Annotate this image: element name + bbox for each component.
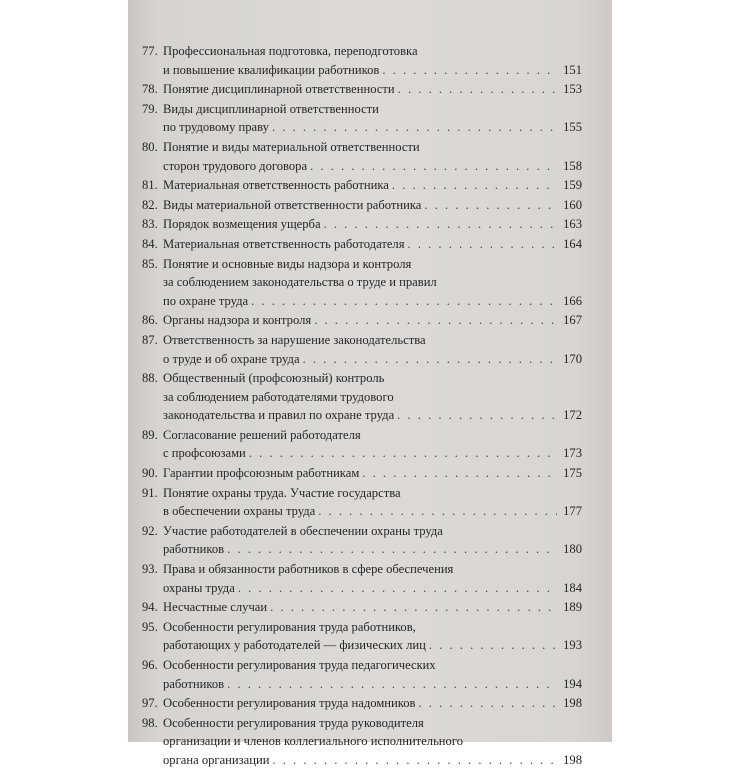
toc-entry-body: [163, 255, 582, 311]
toc-entry-title-line: о труде и об охране труда: [163, 351, 300, 366]
dot-leader: [408, 235, 557, 254]
toc-entry-body: [163, 311, 582, 330]
dot-leader: [303, 350, 557, 369]
toc-entry-page-number: 189: [563, 600, 582, 615]
toc-entry-number: 87.: [142, 332, 158, 347]
toc-entry: [142, 618, 582, 655]
toc-entry-number: 97.: [142, 696, 158, 711]
toc-entry-title-line: Порядок возмещения ущерба: [163, 217, 321, 232]
toc-entry-last-line: [163, 444, 582, 463]
toc-entry-last-line: [163, 311, 582, 330]
toc-entry-title-line: Права и обязанности работников в сфере обеспечения: [163, 562, 454, 577]
toc-entry-title-line: Органы надзора и контроля: [163, 313, 312, 328]
dot-leader: [272, 751, 557, 770]
toc-entry-number: 78.: [142, 82, 158, 97]
toc-entry-page-number: 173: [563, 446, 582, 461]
toc-entry: [142, 311, 582, 330]
toc-entry-last-line: [163, 292, 582, 311]
toc-entry-title-line: Материальная ответственность работника: [163, 178, 389, 193]
toc-entry: [142, 522, 582, 559]
toc-entry-body: [163, 100, 582, 137]
dot-leader: [227, 540, 557, 559]
toc-entry-title-line: Согласование решений работодателя: [163, 427, 361, 442]
toc-entry-body: [163, 196, 582, 215]
toc-entry-title-line: Профессиональная подготовка, переподготовка: [163, 44, 418, 58]
toc-entry-last-line: [163, 598, 582, 617]
dot-leader: [397, 406, 557, 425]
toc-entry-page-number: 198: [563, 752, 582, 767]
book-page: [128, 0, 612, 767]
toc-entry-page-number: 164: [563, 236, 582, 251]
toc-entry-last-line: [163, 350, 582, 369]
toc-entry-number: 77.: [142, 44, 158, 58]
toc-entry-last-line: [163, 176, 582, 195]
toc-entry: [142, 215, 582, 234]
toc-entry-title-line: Материальная ответственность работодателя: [163, 236, 405, 251]
toc-entry-page-number: 180: [563, 542, 582, 557]
toc-entry-page-number: 172: [563, 408, 582, 423]
toc-entry: [142, 235, 582, 254]
toc-entry-last-line: [163, 502, 582, 521]
toc-entry-number: 79.: [142, 101, 158, 116]
toc-entry-title-line: работников: [163, 676, 225, 691]
dot-leader: [238, 579, 557, 598]
dot-leader: [392, 176, 557, 195]
toc-entry-number: 88.: [142, 371, 158, 386]
toc-entry-title-line: органа организации: [163, 752, 270, 767]
toc-entry-last-line: [163, 751, 582, 770]
toc-entry-title-line: работников: [163, 542, 225, 557]
toc-entry-number: 92.: [142, 523, 158, 538]
toc-entry-body: [163, 522, 582, 559]
toc-entry-title-line: Понятие и основные виды надзора и контроля: [163, 256, 412, 271]
toc-entry-number: 98.: [142, 715, 158, 730]
dot-leader: [318, 502, 557, 521]
toc-entry-title-line: Виды материальной ответственности работника: [163, 197, 422, 212]
toc-entry-title-line: в обеспечении охраны труда: [163, 504, 316, 519]
toc-entry-title-line: законодательства и правил по охране труда: [163, 408, 395, 423]
toc-entry-body: [163, 694, 582, 713]
toc-entry-page-number: 159: [563, 178, 582, 193]
toc-entry-number: 80.: [142, 139, 158, 154]
dot-leader: [398, 80, 557, 99]
toc-entry-body: [163, 598, 582, 617]
table-of-contents: [142, 42, 582, 771]
toc-entry-title-line: по охране труда: [163, 293, 249, 308]
toc-entry-last-line: [163, 80, 582, 99]
toc-entry-body: [163, 656, 582, 693]
toc-entry-body: [163, 42, 582, 79]
toc-entry-last-line: [163, 540, 582, 559]
toc-entry-last-line: [163, 675, 582, 694]
toc-entry-title-line: работающих у работодателей — физических лиц: [163, 638, 426, 653]
toc-entry-title-line: за соблюдением законодательства о труде и правил: [163, 275, 437, 290]
toc-entry-title-line: Особенности регулирования труда руководителя: [163, 715, 424, 730]
toc-entry-title-line: Понятие дисциплинарной ответственности: [163, 82, 395, 97]
toc-entry: [142, 42, 582, 79]
dot-leader: [429, 636, 557, 655]
dot-leader: [419, 694, 558, 713]
toc-entry: [142, 331, 582, 368]
toc-entry: [142, 694, 582, 713]
toc-entry-title-line: Особенности регулирования труда надомников: [163, 696, 416, 711]
toc-entry-page-number: 153: [563, 82, 582, 97]
toc-entry-page-number: 175: [563, 466, 582, 481]
toc-entry: [142, 100, 582, 137]
toc-entry-last-line: [163, 235, 582, 254]
toc-entry-number: 85.: [142, 256, 158, 271]
toc-entry-number: 83.: [142, 217, 158, 232]
toc-entry-body: [163, 235, 582, 254]
toc-entry-last-line: [163, 157, 582, 176]
toc-entry-last-line: [163, 636, 582, 655]
toc-entry: [142, 426, 582, 463]
toc-entry-number: 93.: [142, 562, 158, 577]
toc-entry-page-number: 167: [563, 313, 582, 328]
toc-entry-body: [163, 215, 582, 234]
toc-entry-page-number: 170: [563, 351, 582, 366]
toc-entry: [142, 484, 582, 521]
toc-entry-page-number: 166: [563, 293, 582, 308]
toc-entry-page-number: 151: [563, 62, 582, 77]
toc-entry: [142, 656, 582, 693]
toc-entry-title-line: организации и членов коллегиального исполнительного: [163, 734, 463, 749]
toc-entry-title-line: Особенности регулирования труда педагогических: [163, 658, 436, 672]
toc-entry-page-number: 155: [563, 120, 582, 135]
toc-entry-title-line: и повышение квалификации работников: [163, 62, 380, 77]
dot-leader: [310, 157, 557, 176]
dot-leader: [227, 675, 557, 694]
toc-entry-number: 82.: [142, 197, 158, 212]
dot-leader: [270, 598, 557, 617]
toc-entry-body: [163, 369, 582, 425]
toc-entry: [142, 176, 582, 195]
dot-leader: [249, 444, 557, 463]
toc-entry-number: 91.: [142, 485, 158, 500]
toc-entry-number: 94.: [142, 600, 158, 615]
toc-entry-title-line: Участие работодателей в обеспечении охраны труда: [163, 523, 443, 538]
toc-entry-number: 84.: [142, 236, 158, 251]
toc-entry-title-line: Общественный (профсоюзный) контроль: [163, 371, 385, 386]
toc-entry-title-line: по трудовому праву: [163, 120, 269, 135]
toc-entry-last-line: [163, 196, 582, 215]
toc-entry-page-number: 160: [563, 197, 582, 212]
toc-entry-page-number: 193: [563, 638, 582, 653]
toc-entry-body: [163, 618, 582, 655]
toc-entry-title-line: сторон трудового договора: [163, 158, 308, 173]
toc-entry-last-line: [163, 579, 582, 598]
toc-entry-title-line: Особенности регулирования труда работников,: [163, 619, 416, 634]
toc-entry-page-number: 194: [563, 676, 582, 691]
toc-entry: [142, 464, 582, 483]
dot-leader: [424, 196, 557, 215]
toc-entry-body: [163, 80, 582, 99]
toc-entry: [142, 80, 582, 99]
dot-leader: [272, 118, 557, 137]
toc-entry-title-line: Виды дисциплинарной ответственности: [163, 101, 379, 116]
toc-entry-number: 90.: [142, 466, 158, 481]
toc-entry: [142, 196, 582, 215]
toc-entry-body: [163, 464, 582, 483]
toc-entry-body: [163, 560, 582, 597]
toc-entry-page-number: 158: [563, 158, 582, 173]
toc-entry-title-line: Ответственность за нарушение законодательства: [163, 332, 426, 347]
toc-entry-number: 86.: [142, 313, 158, 328]
toc-entry: [142, 138, 582, 175]
toc-entry-title-line: Гарантии профсоюзным работникам: [163, 466, 360, 481]
toc-entry-title-line: с профсоюзами: [163, 446, 246, 461]
toc-entry: [142, 560, 582, 597]
dot-leader: [314, 311, 557, 330]
toc-entry-last-line: [163, 118, 582, 137]
toc-entry-number: 89.: [142, 427, 158, 442]
toc-entry: [142, 598, 582, 617]
toc-entry: [142, 369, 582, 425]
toc-entry-title-line: за соблюдением работодателями трудового: [163, 389, 394, 404]
toc-entry-body: [163, 176, 582, 195]
toc-entry-page-number: 184: [563, 580, 582, 595]
dot-leader: [382, 61, 557, 80]
toc-entry-last-line: [163, 464, 582, 483]
toc-entry-number: 96.: [142, 658, 158, 672]
dot-leader: [362, 464, 557, 483]
toc-entry-number: 95.: [142, 619, 158, 634]
toc-entry-last-line: [163, 61, 582, 80]
toc-entry-title-line: Несчастные случаи: [163, 600, 268, 615]
dot-leader: [251, 292, 557, 311]
toc-entry-title-line: Понятие и виды материальной ответственности: [163, 139, 420, 154]
toc-entry-body: [163, 138, 582, 175]
toc-entry-last-line: [163, 215, 582, 234]
toc-entry-body: [163, 331, 582, 368]
toc-entry-page-number: 163: [563, 217, 582, 232]
toc-entry-last-line: [163, 406, 582, 425]
toc-entry-page-number: 177: [563, 504, 582, 519]
toc-entry-body: [163, 426, 582, 463]
toc-entry-title-line: Понятие охраны труда. Участие государства: [163, 485, 401, 500]
toc-entry-title-line: охраны труда: [163, 580, 235, 595]
toc-entry-number: 81.: [142, 178, 158, 193]
dot-leader: [324, 215, 557, 234]
toc-entry-body: [163, 484, 582, 521]
toc-entry-last-line: [163, 694, 582, 713]
toc-entry-page-number: 198: [563, 696, 582, 711]
toc-entry: [142, 255, 582, 311]
